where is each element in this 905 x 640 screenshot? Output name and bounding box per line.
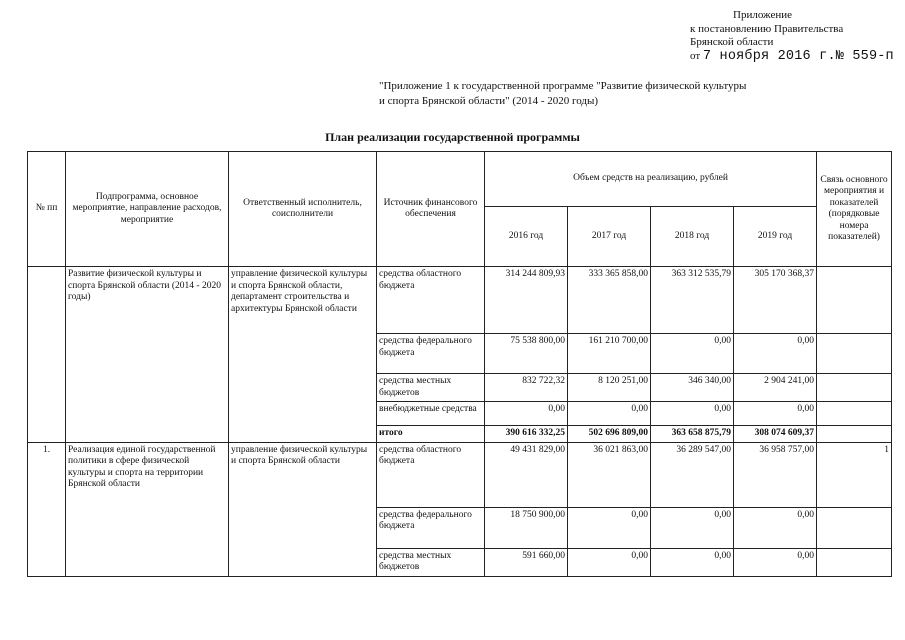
implementation-plan-table [27,151,892,577]
total-amount-cell: 390 616 332,25 [485,426,568,443]
executor-cell: управление физической культуры и спорта Брянской области, департамент строительства и архитектуры Брянской области [229,267,377,443]
amount-cell: 0,00 [651,548,734,576]
total-amount-cell: 308 074 609,37 [734,426,817,443]
indicator-link-cell [817,334,892,374]
amount-cell: 161 210 700,00 [568,334,651,374]
program-line: и спорта Брянской области" (2014 - 2020 годы) [379,95,599,107]
source-cell: средства федерального бюджета [377,507,485,548]
col-header-funding: Объем средств на реализацию, рублей [485,152,817,207]
decree-date-number: 7 ноября 2016 г.№ 559-п [702,48,894,64]
amount-cell: 49 431 829,00 [485,442,568,507]
col-header-year: 2016 год [485,207,568,267]
amount-cell: 0,00 [651,507,734,548]
amount-cell: 363 312 535,79 [651,267,734,334]
amount-cell: 0,00 [568,402,651,426]
indicator-link-cell [817,507,892,548]
amount-cell: 75 538 800,00 [485,334,568,374]
program-name-cell: Развитие физической культуры и спорта Брянской области (2014 - 2020 годы) [66,267,229,443]
program-annex-note [379,79,799,109]
document-title: План реализации государственной программы [325,130,580,144]
col-header-num: № пп [28,152,66,267]
amount-cell: 36 289 547,00 [651,442,734,507]
indicator-link-cell [817,402,892,426]
col-header-source: Источник финансового обеспечения [377,152,485,267]
indicator-link-cell [817,426,892,443]
decree-line [690,50,900,64]
source-cell: итого [377,426,485,443]
amount-cell: 314 244 809,93 [485,267,568,334]
row-number [28,267,66,443]
amount-cell: 346 340,00 [651,374,734,402]
col-header-year: 2019 год [734,207,817,267]
amount-cell: 0,00 [651,402,734,426]
indicator-link-cell [817,548,892,576]
executor-cell: управление физической культуры и спорта Брянской области [229,442,377,576]
amount-cell: 591 660,00 [485,548,568,576]
approval-line: к постановлению Правительства [690,22,844,35]
source-cell: средства федерального бюджета [377,334,485,374]
program-name-cell: Реализация единой государственной политики в сфере физической культуры и спорта на территории Брянской области [66,442,229,576]
total-amount-cell: 363 658 875,79 [651,426,734,443]
amount-cell: 832 722,32 [485,374,568,402]
indicator-link-cell [817,267,892,334]
approval-line: Брянской области [690,36,774,48]
indicator-link-cell: 1 [817,442,892,507]
amount-cell: 0,00 [485,402,568,426]
indicator-link-cell [817,374,892,402]
source-cell: средства местных бюджетов [377,374,485,402]
amount-cell: 0,00 [734,402,817,426]
amount-cell: 0,00 [568,548,651,576]
amount-cell: 8 120 251,00 [568,374,651,402]
col-header-year: 2017 год [568,207,651,267]
table-row [28,442,892,507]
amount-cell: 18 750 900,00 [485,507,568,548]
amount-cell: 36 021 863,00 [568,442,651,507]
program-line: "Приложение 1 к государственной программе "Развитие физической культуры [379,80,747,92]
source-cell: средства областного бюджета [377,267,485,334]
amount-cell: 305 170 368,37 [734,267,817,334]
col-header-program: Подпрограмма, основное мероприятие, направление расходов, мероприятие [66,152,229,267]
amount-cell: 0,00 [568,507,651,548]
source-cell: средства областного бюджета [377,442,485,507]
source-cell: средства местных бюджетов [377,548,485,576]
row-number: 1. [28,442,66,576]
source-cell: внебюджетные средства [377,402,485,426]
amount-cell: 0,00 [734,334,817,374]
col-header-link: Связь основного мероприятия и показателей (порядковые номера показателей) [817,152,892,267]
decree-prefix: от [690,49,701,62]
amount-cell: 0,00 [734,548,817,576]
approval-line: Приложение [733,9,793,21]
approval-header [690,9,900,63]
amount-cell: 36 958 757,00 [734,442,817,507]
amount-cell: 2 904 241,00 [734,374,817,402]
table-row [28,267,892,334]
col-header-executor: Ответственный исполнитель, соисполнители [229,152,377,267]
amount-cell: 333 365 858,00 [568,267,651,334]
amount-cell: 0,00 [651,334,734,374]
total-amount-cell: 502 696 809,00 [568,426,651,443]
amount-cell: 0,00 [734,507,817,548]
col-header-year: 2018 год [651,207,734,267]
